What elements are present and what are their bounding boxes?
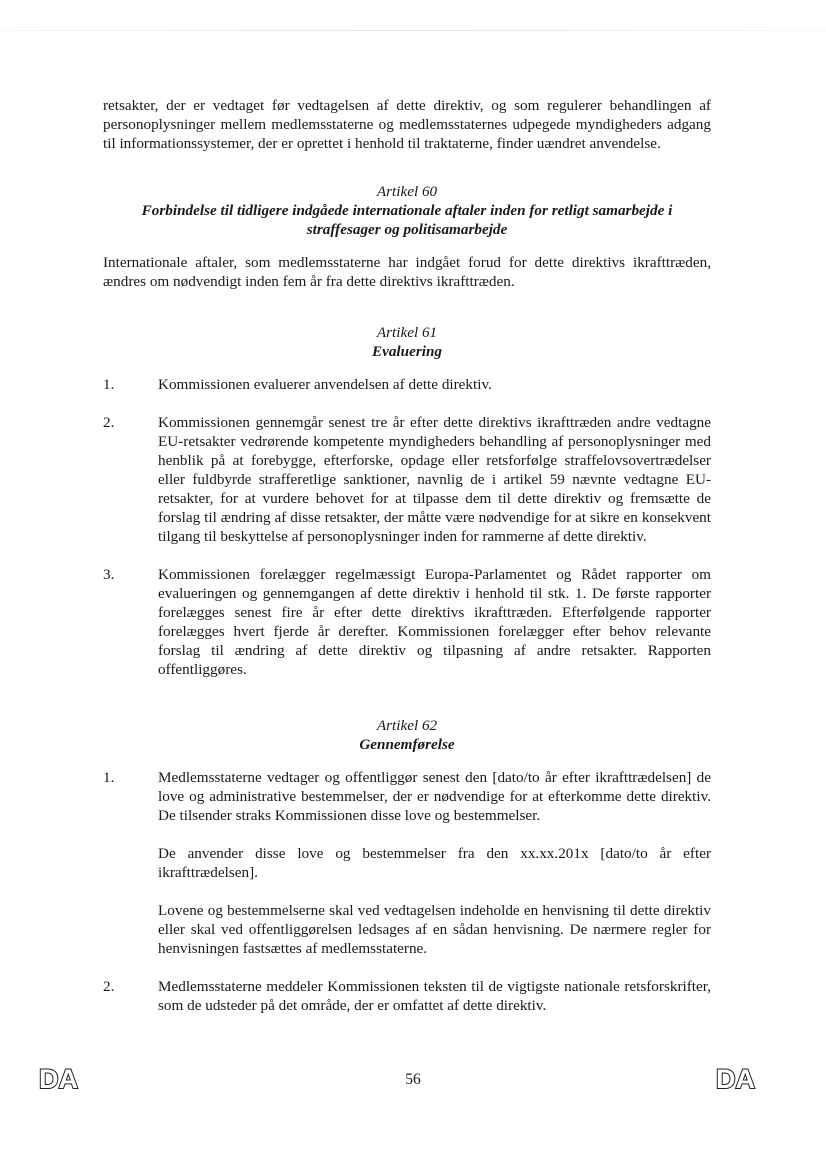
article-60-text: Internationale aftaler, som medlemsstaterne har indgået forud for dette direktivs ikrafttræden, ændres om nødvendigt inden fem år fra dette direktivs ikrafttræden. — [103, 254, 711, 290]
article-61-title: Evaluering — [371, 343, 443, 360]
article-62-list — [103, 768, 711, 1015]
item-number: 1. — [103, 769, 115, 786]
article-62-title: Gennemførelse — [359, 736, 455, 753]
item-number: 2. — [103, 978, 115, 995]
item-text: Kommissionen gennemgår senest tre år efter dette direktivs ikrafttræden andre vedtagne EU-retsakter vedrørende kompetente myndigheders behandling af personoplysninger med henblik på at forebygge, efterforske, opdage eller retsforfølge straffelovsovertrædelser eller fuldbyrde strafferetlige sanktioner, navnlig de i artikel 59 nævnte vedtagne EU-retsakter, for at vurdere behovet for at tilpasse dem til dette direktiv og fremsætte de forslag til ændring af disse retsakter, der måtte være nødvendige for at sikre en konsekvent tilgang til beskyttelse af personoplysninger inden for rammerne af dette direktiv. — [158, 414, 711, 545]
article-61-heading — [103, 323, 711, 361]
list-item — [103, 565, 711, 679]
item-text: Kommissionen evaluerer anvendelsen af dette direktiv. — [158, 376, 492, 393]
article-61-number: Artikel 61 — [376, 324, 438, 341]
article-62-number: Artikel 62 — [376, 717, 438, 734]
item-text: Kommissionen forelægger regelmæssigt Europa-Parlamentet og Rådet rapporter om evalueringen og gennemgangen af dette direktiv i henhold til stk. 1. De første rapporter forelægges senest fire år efter dette direktivs ikrafttræden. Efterfølgende rapporter forelægges hvert fjerde år derefter. Kommissionen forelægger efter behov relevante forslag til ændring af dette direktiv og tilpasning af andre retsakter. Rapporten offentliggøres. — [158, 566, 711, 678]
item-text: De anvender disse love og bestemmelser fra den xx.xx.201x [dato/to år efter ikrafttrædelsen]. — [158, 845, 711, 881]
intro-paragraph: retsakter, der er vedtaget før vedtagelsen af dette direktiv, og som regulerer behandlingen af personoplysninger mellem medlemsstaterne og medlemsstaternes udpegede myndigheders adgang til informationssystemer, der er oprettet i henhold til traktaterne, finder uændret anvendelse. — [103, 97, 711, 152]
article-61-list — [103, 375, 711, 679]
article-62-heading — [103, 716, 711, 754]
list-item — [103, 375, 711, 394]
list-item — [103, 413, 711, 546]
item-number: 1. — [103, 376, 115, 393]
list-item — [103, 977, 711, 1015]
article-60-heading — [103, 182, 711, 239]
item-text: Lovene og bestemmelserne skal ved vedtagelsen indeholde en henvisning til dette direktiv eller skal ved offentliggørelsen ledsages af en sådan henvisning. De nærmere regler for henvisningen fastsættes af medlemsstaterne. — [158, 902, 711, 957]
language-code-left: DA — [39, 1064, 78, 1094]
document-body — [103, 96, 711, 1034]
page-number: 56 — [405, 1071, 421, 1088]
article-60-title: Forbindelse til tidligere indgåede internationale aftaler inden for retligt samarbejde i straffesager og politisamarbejde — [141, 202, 673, 238]
language-code-right: DA — [716, 1064, 755, 1094]
list-item — [103, 768, 711, 958]
article-60-number: Artikel 60 — [376, 183, 438, 200]
scan-artifact-line — [0, 30, 826, 31]
item-number: 3. — [103, 566, 115, 583]
item-text: Medlemsstaterne meddeler Kommissionen teksten til de vigtigste nationale retsforskrifter, som de udsteder på det område, der er omfattet af dette direktiv. — [158, 978, 711, 1014]
item-text: Medlemsstaterne vedtager og offentliggør senest den [dato/to år efter ikrafttrædelsen] de love og administrative bestemmelser, der er nødvendige for at efterkomme dette direktiv. De tilsender straks Kommissionen disse love og bestemmelser. — [158, 769, 711, 824]
item-number: 2. — [103, 414, 115, 431]
